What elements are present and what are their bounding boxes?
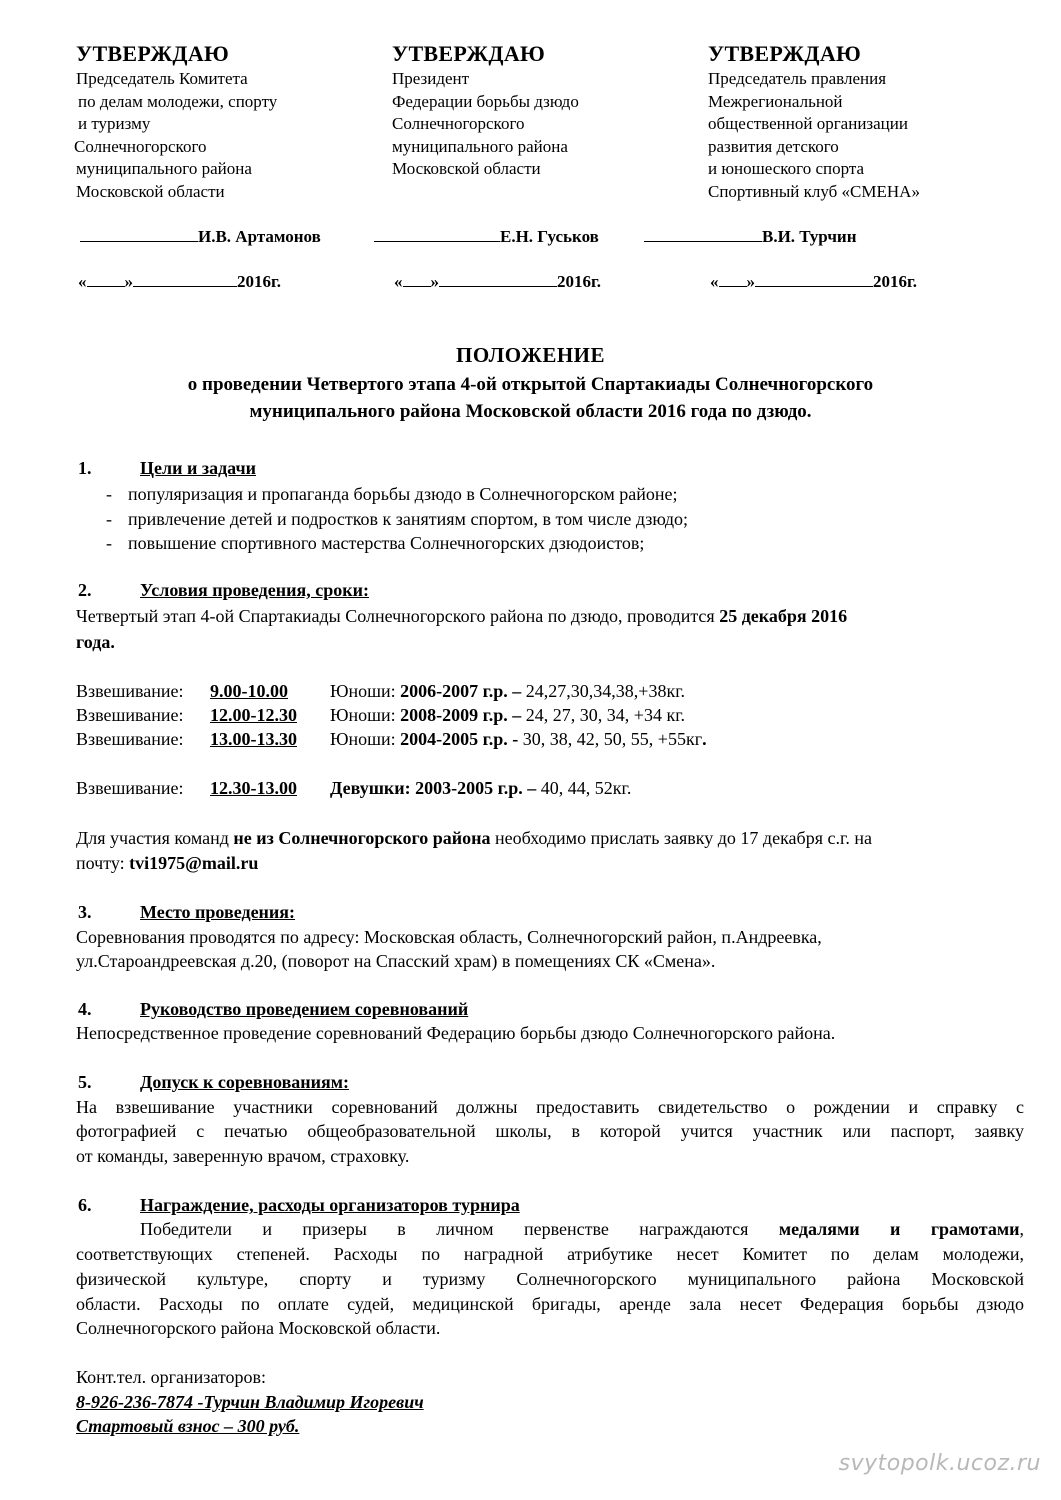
date-line-1 <box>78 272 281 292</box>
list-item-text: привлечение детей и подростков к занятиям спортом, в том числе дзюдо; <box>128 509 689 529</box>
quote-close: » <box>746 272 755 291</box>
weigh-group <box>330 705 685 726</box>
weigh-group-girls <box>330 778 631 799</box>
section-number: 2. <box>78 580 92 600</box>
separator: - <box>507 729 523 749</box>
contact-phone: 8-926-236-7874 -Турчин Владимир Игоревич <box>76 1392 424 1412</box>
approval-line: Межрегиональной <box>708 91 843 111</box>
section-heading-management: Руководство проведением соревнований <box>140 999 469 1019</box>
conditions-text <box>76 606 847 627</box>
application-text <box>76 828 872 849</box>
approval-block-club <box>708 40 920 204</box>
document-title: ПОЛОЖЕНИЕ <box>455 343 606 367</box>
year: 2016г. <box>873 272 918 291</box>
conditions-text-part: Четвертый этап 4-ой Спартакиады Солнечногорского района по дзюдо, проводится <box>76 606 720 626</box>
application-part: Для участия команд <box>76 828 234 848</box>
quote-open: « <box>394 272 403 291</box>
watermark: svytopolk.ucoz.ru <box>838 1451 1041 1476</box>
quote-close: » <box>124 272 133 291</box>
group-label: Юноши: <box>330 729 401 749</box>
awards-part: Победители и призеры в личном первенстве награждаются <box>140 1219 779 1239</box>
approval-header: УТВЕРЖДАЮ <box>708 41 862 66</box>
section-heading-venue: Место проведения: <box>140 902 296 922</box>
section-number: 6. <box>78 1195 92 1215</box>
application-email-line <box>76 853 258 874</box>
weight-classes: 24,27,30,34,38,+38кг. <box>525 681 686 701</box>
girls-label: Девушки: 2003-2005 г.р. – <box>330 778 537 798</box>
approval-line: муниципального района <box>76 159 252 179</box>
list-item <box>106 484 678 505</box>
birth-years: 2004-2005 г.р. <box>400 729 508 749</box>
awards-text: соответствующих степеней. Расходы по наградной атрибутике несет Комитет по делам молодежи, <box>76 1244 1024 1264</box>
weight-classes: 24, 27, 30, 34, +34 кг. <box>525 705 686 725</box>
quote-open: « <box>710 272 719 291</box>
awards-text: физической культуре, спорту и туризму Солнечногорского муниципального района Московской <box>76 1269 1024 1289</box>
separator: – <box>507 681 526 701</box>
weigh-time: 9.00-10.00 <box>210 681 288 701</box>
weigh-group <box>330 729 707 750</box>
contact-email: tvi1975@mail.ru <box>129 853 259 873</box>
admission-text: фотографией с печатью общеобразовательной школы, в которой учится участник или паспорт, заявку <box>76 1121 1024 1141</box>
approval-line: Председатель Комитета <box>76 69 248 88</box>
approval-line: и юношеского спорта <box>708 159 865 179</box>
month-blank <box>133 272 237 287</box>
weights-tail: . <box>702 729 707 749</box>
approval-line: развития детского <box>708 136 839 156</box>
day-blank <box>87 272 125 287</box>
admission-text: от команды, заверенную врачом, страховку. <box>76 1146 410 1166</box>
section-number: 3. <box>78 902 92 922</box>
application-part: необходимо прислать заявку до 17 декабря с.г. на <box>490 828 872 848</box>
month-blank <box>755 272 873 287</box>
approval-line: Федерации борьбы дзюдо <box>392 91 579 111</box>
venue-text: Соревнования проводятся по адресу: Московская область, Солнечногорский район, п.Андреевка, <box>76 927 822 947</box>
approval-line: по делам молодежи, спорту <box>78 91 278 111</box>
group-label: Юноши: <box>330 681 401 701</box>
approval-line: Московской области <box>392 159 541 179</box>
signature-line-guskov <box>374 227 599 247</box>
admission-text: На взвешивание участники соревнований должны предоставить свидетельство о рождении и справку с <box>76 1097 1024 1117</box>
date-line-2 <box>394 272 601 292</box>
approval-line: Московской области <box>76 181 225 201</box>
approval-line: муниципального района <box>392 136 568 156</box>
approval-header: УТВЕРЖДАЮ <box>76 41 230 66</box>
weight-classes: 30, 38, 42, 50, 55, +55кг <box>522 729 703 749</box>
approval-line: и туризму <box>78 114 151 134</box>
weigh-label: Взвешивание: <box>76 729 184 749</box>
approval-line: Спортивный клуб «СМЕНА» <box>708 181 920 201</box>
weigh-time: 13.00-13.30 <box>210 729 297 749</box>
signature-blank <box>374 227 500 242</box>
weigh-label: Взвешивание: <box>76 778 184 798</box>
approval-block-committee <box>76 40 277 204</box>
awards-text <box>140 1219 1024 1240</box>
application-part: почту: <box>76 853 130 873</box>
venue-text: ул.Староандреевская д.20, (поворот на Спасский храм) в помещениях СК «Смена». <box>76 951 716 971</box>
list-item <box>106 509 688 530</box>
entry-fee: Стартовый взнос – 300 руб. <box>76 1416 300 1436</box>
signature-blank <box>80 227 198 242</box>
bullet-dash: - <box>106 533 112 553</box>
awards-part: , <box>1019 1219 1024 1239</box>
month-blank <box>439 272 557 287</box>
year: 2016г. <box>557 272 602 291</box>
section-number: 1. <box>78 458 92 478</box>
section-heading-goals: Цели и задачи <box>140 458 256 478</box>
event-date-year: года. <box>76 632 115 652</box>
approval-line: Солнечногорского <box>74 136 207 156</box>
section-number: 5. <box>78 1072 92 1092</box>
approval-line: Председатель правления <box>708 69 887 88</box>
approval-block-federation <box>392 40 579 181</box>
day-blank <box>403 272 431 287</box>
birth-years: 2006-2007 г.р. <box>400 681 508 701</box>
day-blank <box>719 272 747 287</box>
approval-header: УТВЕРЖДАЮ <box>392 41 546 66</box>
section-heading-admission: Допуск к соревнованиям: <box>140 1072 350 1092</box>
quote-open: « <box>78 272 87 291</box>
approval-line: Солнечногорского <box>392 114 525 134</box>
document-subtitle: о проведении Четвертого этапа 4-ой открытой Спартакиады Солнечногорского <box>187 374 874 395</box>
awards-text: Солнечногорского района Московской области. <box>76 1318 441 1338</box>
awards-bold: медалями и грамотами <box>778 1219 1020 1239</box>
weigh-label: Взвешивание: <box>76 705 184 725</box>
signature-line-turchin <box>644 227 857 247</box>
signer-name: Е.Н. Гуськов <box>500 227 599 246</box>
year: 2016г. <box>237 272 282 291</box>
approval-line: общественной организации <box>708 114 908 134</box>
event-date: 25 декабря 2016 <box>719 606 848 626</box>
weigh-label: Взвешивание: <box>76 681 184 701</box>
list-item-text: популяризация и пропаганда борьбы дзюдо в Солнечногорском районе; <box>128 484 678 504</box>
section-heading-conditions: Условия проведения, сроки: <box>140 580 369 600</box>
signer-name: И.В. Артамонов <box>198 227 321 246</box>
signature-line-artamonov <box>80 227 321 247</box>
bullet-dash: - <box>106 484 112 504</box>
group-label: Юноши: <box>330 705 401 725</box>
weigh-time: 12.30-13.00 <box>210 778 297 798</box>
section-heading-awards: Награждение, расходы организаторов турнира <box>140 1195 520 1215</box>
list-item-text: повышение спортивного мастерства Солнечногорских дзюдоистов; <box>128 533 645 553</box>
section-number: 4. <box>78 999 92 1019</box>
management-text: Непосредственное проведение соревнований Федерацию борьбы дзюдо Солнечногорского района. <box>76 1023 836 1043</box>
weigh-group <box>330 681 685 702</box>
document-subtitle: муниципального района Московской области 2016 года по дзюдо. <box>249 401 812 422</box>
weigh-time: 12.00-12.30 <box>210 705 297 725</box>
awards-text: области. Расходы по оплате судей, медицинской бригады, аренде зала несет Федерация борьбы дзюдо <box>76 1294 1024 1314</box>
date-line-3 <box>710 272 917 292</box>
application-bold: не из Солнечногорского района <box>233 828 491 848</box>
signer-name: В.И. Турчин <box>762 227 857 246</box>
list-item <box>106 533 644 554</box>
quote-close: » <box>430 272 439 291</box>
weight-classes: 40, 44, 52кг. <box>536 778 632 798</box>
approval-line: Президент <box>392 69 470 88</box>
separator: – <box>507 705 526 725</box>
contacts-label: Конт.тел. организаторов: <box>76 1367 266 1387</box>
bullet-dash: - <box>106 509 112 529</box>
birth-years: 2008-2009 г.р. <box>400 705 508 725</box>
signature-blank <box>644 227 762 242</box>
